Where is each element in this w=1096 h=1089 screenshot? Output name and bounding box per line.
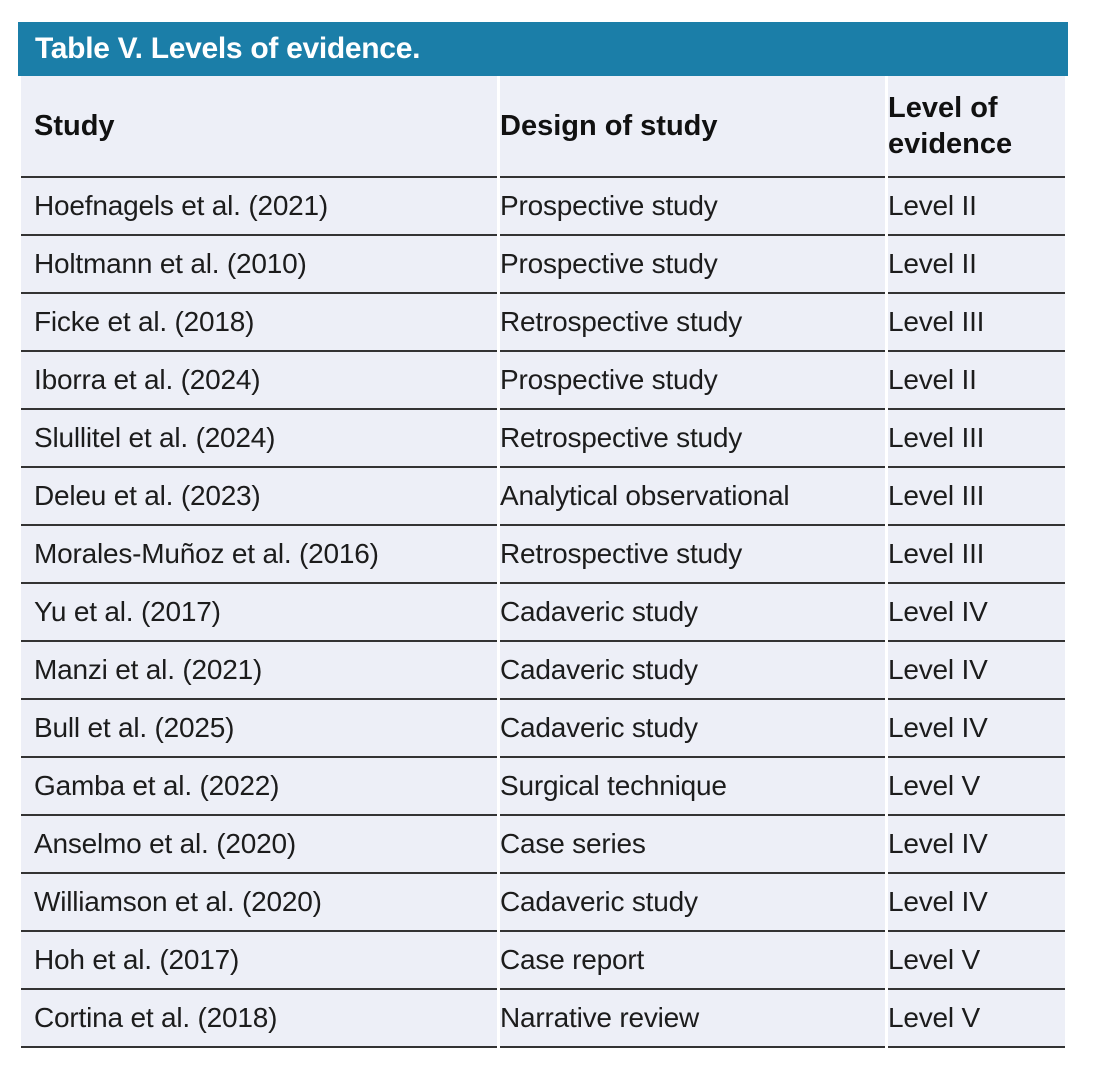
table-body	[21, 178, 1065, 1048]
design-cell: Retrospective study	[500, 410, 885, 468]
study-cell: Morales-Muñoz et al. (2016)	[21, 526, 497, 584]
table-row	[21, 932, 1065, 990]
level-cell: Level III	[888, 294, 1065, 352]
table-header	[21, 76, 1065, 178]
design-cell: Cadaveric study	[500, 642, 885, 700]
design-cell: Cadaveric study	[500, 700, 885, 758]
study-cell: Holtmann et al. (2010)	[21, 236, 497, 294]
table-row	[21, 874, 1065, 932]
table-title-bar	[18, 22, 1068, 76]
level-cell: Level IV	[888, 874, 1065, 932]
study-cell: Slullitel et al. (2024)	[21, 410, 497, 468]
table-row	[21, 294, 1065, 352]
table-row	[21, 584, 1065, 642]
column-header-study: Study	[21, 76, 497, 178]
level-cell: Level III	[888, 410, 1065, 468]
design-cell: Retrospective study	[500, 526, 885, 584]
table-row	[21, 642, 1065, 700]
table-title: Table V. Levels of evidence.	[35, 32, 421, 65]
study-cell: Bull et al. (2025)	[21, 700, 497, 758]
level-cell: Level II	[888, 236, 1065, 294]
table-row	[21, 410, 1065, 468]
study-cell: Iborra et al. (2024)	[21, 352, 497, 410]
level-cell: Level IV	[888, 816, 1065, 874]
level-cell: Level IV	[888, 700, 1065, 758]
study-cell: Hoh et al. (2017)	[21, 932, 497, 990]
study-cell: Cortina et al. (2018)	[21, 990, 497, 1048]
table-row	[21, 816, 1065, 874]
evidence-table	[18, 22, 1068, 1048]
study-cell: Anselmo et al. (2020)	[21, 816, 497, 874]
design-cell: Prospective study	[500, 352, 885, 410]
level-cell: Level III	[888, 526, 1065, 584]
design-cell: Case report	[500, 932, 885, 990]
study-cell: Williamson et al. (2020)	[21, 874, 497, 932]
level-cell: Level V	[888, 932, 1065, 990]
table-row	[21, 236, 1065, 294]
level-cell: Level V	[888, 758, 1065, 816]
level-cell: Level V	[888, 990, 1065, 1048]
table-row	[21, 526, 1065, 584]
study-cell: Gamba et al. (2022)	[21, 758, 497, 816]
level-cell: Level II	[888, 352, 1065, 410]
design-cell: Analytical observational	[500, 468, 885, 526]
column-header-design: Design of study	[500, 76, 885, 178]
design-cell: Prospective study	[500, 236, 885, 294]
design-cell: Cadaveric study	[500, 584, 885, 642]
table-row	[21, 178, 1065, 236]
study-cell: Yu et al. (2017)	[21, 584, 497, 642]
design-cell: Retrospective study	[500, 294, 885, 352]
study-cell: Manzi et al. (2021)	[21, 642, 497, 700]
table-row	[21, 352, 1065, 410]
study-cell: Ficke et al. (2018)	[21, 294, 497, 352]
design-cell: Case series	[500, 816, 885, 874]
table-row	[21, 990, 1065, 1048]
level-cell: Level III	[888, 468, 1065, 526]
level-cell: Level II	[888, 178, 1065, 236]
table-row	[21, 468, 1065, 526]
table-row	[21, 700, 1065, 758]
levels-of-evidence-table	[18, 76, 1068, 1048]
design-cell: Surgical technique	[500, 758, 885, 816]
design-cell: Prospective study	[500, 178, 885, 236]
header-row	[21, 76, 1065, 178]
design-cell: Cadaveric study	[500, 874, 885, 932]
column-header-level: Level of evidence	[888, 76, 1065, 178]
study-cell: Hoefnagels et al. (2021)	[21, 178, 497, 236]
study-cell: Deleu et al. (2023)	[21, 468, 497, 526]
design-cell: Narrative review	[500, 990, 885, 1048]
level-cell: Level IV	[888, 584, 1065, 642]
table-row	[21, 758, 1065, 816]
level-cell: Level IV	[888, 642, 1065, 700]
